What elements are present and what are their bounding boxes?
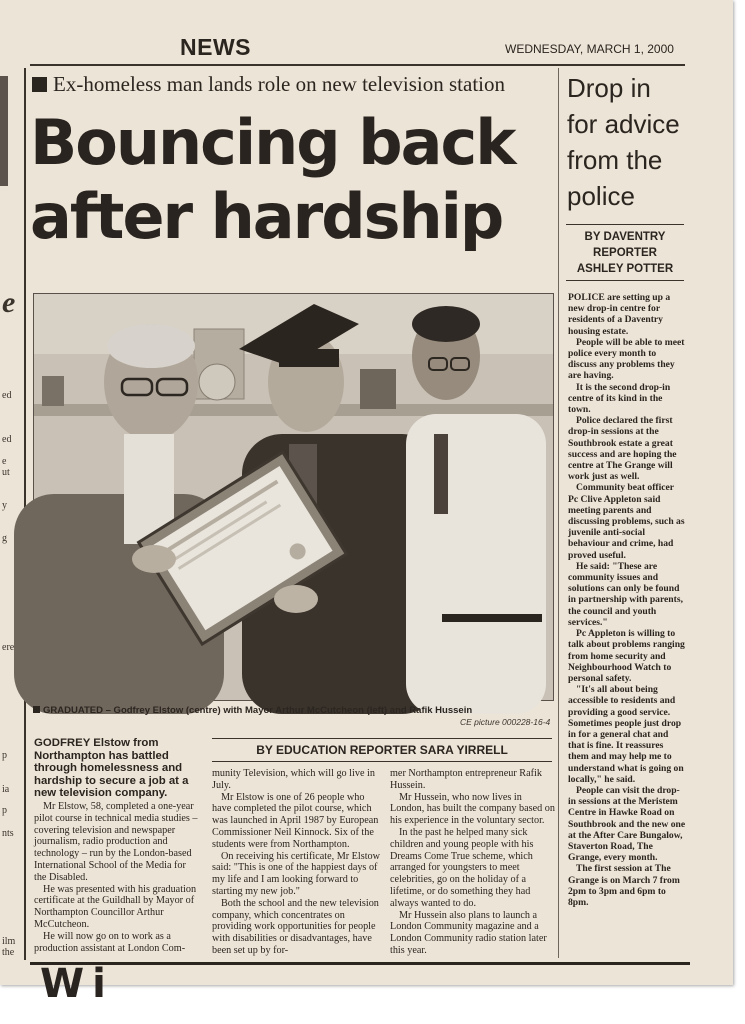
adjacent-text-fragment: ere	[2, 642, 15, 653]
photo-credit: CE picture 000228-16-4	[460, 717, 551, 727]
story-paragraph: munity Television, which will go live in July.	[212, 768, 375, 791]
news-photo	[33, 293, 554, 701]
side-paragraph: People can visit the drop-in sessions at the Meristem Centre in Hawke Road on Southbrook and the new one at the After Care Bungalow, Staverton Road, The Grange, every month.	[568, 784, 686, 864]
photo-caption	[33, 705, 553, 716]
side-byline-line: ASHLEY POTTER	[576, 263, 674, 275]
side-paragraph: Community beat officer Pc Clive Appleton said meeting parents and discussing problems, such as juvenile anti-social behaviour and crime, had proved useful.	[568, 482, 685, 561]
section-masthead: NEWS	[180, 34, 251, 60]
story-column-3	[390, 768, 555, 957]
story-paragraph: Mr Elstow is one of 26 people who have completed the pilot course, which was launched in April 1987 by European Commissioner Neil Kinnock. Six of the students were from Northampton.	[212, 791, 379, 850]
adjacent-text-fragment: ilm	[2, 936, 16, 947]
caption-label: GRADUATED	[43, 705, 103, 716]
story-byline: BY EDUCATION REPORTER SARA YIRRELL	[212, 738, 552, 762]
side-paragraph: People will be able to meet police every month to discuss any problems they are having.	[568, 336, 685, 382]
story-column-2	[212, 768, 380, 957]
story-paragraph: Mr Hussein, who now lives in London, has built the company based on his experience in the voluntary sector.	[390, 791, 555, 827]
story-paragraph: He was presented with his graduation certificate at the Guildhall by Mayor of Northampton Councillor Arthur McCutcheon.	[34, 883, 197, 930]
standfirst: GODFREY Elstow from Northampton has battled through homelessness and hardship to secure a job at a new television company.	[34, 737, 189, 800]
adjacent-text-fragment: ut	[2, 467, 10, 478]
adjacent-text-fragment: e	[2, 456, 7, 467]
kicker-text: Ex-homeless man lands role on new television station	[53, 72, 505, 96]
side-paragraph: He said: "These are community issues and solutions can only be found in partnership with parents, the council and youth services."	[568, 560, 683, 628]
headline-line: Bouncing back	[30, 106, 515, 179]
side-paragraph: Police declared the first drop-in sessions at the Southbrook estate a great success and are hoping the centre at The Grange will work just as well.	[568, 415, 677, 483]
kicker-bullet-icon	[32, 77, 47, 92]
story-paragraph: Mr Hussein also plans to launch a London Community magazine and a London Community radio station later this year.	[390, 909, 547, 956]
caption-bullet-icon	[33, 706, 40, 713]
story-paragraph: On receiving his certificate, Mr Elstow said: "This is one of the happiest days of my life and I am looking forward to starting my new job."	[212, 850, 380, 897]
side-story-headline: Drop in for advice from the police	[567, 73, 680, 211]
adjacent-headline-fragment: e	[2, 286, 16, 319]
headline-line: after hardship	[30, 180, 503, 253]
next-headline-text: Wi	[40, 961, 114, 1007]
story-paragraph: Mr Elstow, 58, completed a one-year pilot course in technical media studies – covering television and newspaper journalism, radio production and technology – run by the London-based International School of the Media for the Disabled.	[34, 800, 198, 883]
next-story-headline-fragment	[40, 961, 680, 1007]
caption-text: – Godfrey Elstow (centre) with Mayor Arthur McCutcheon (left) and Rafik Hussein	[103, 705, 473, 716]
side-story-body	[568, 292, 686, 908]
story-paragraph: He will now go on to work as a production assistant at London Com-	[34, 930, 186, 954]
side-paragraph: "It's all about being accessible to residents and providing a good service. Sometimes people just drop in for a general chat and that is fine. It reassures them and may help me to understand what is going on locally," he said.	[568, 684, 684, 785]
story-paragraph: mer Northampton entrepreneur Rafik Hussein.	[390, 768, 542, 791]
adjacent-text-fragment: ed	[2, 434, 12, 445]
story-kicker	[32, 72, 552, 97]
side-story-byline	[566, 224, 684, 281]
issue-date: WEDNESDAY, MARCH 1, 2000	[505, 42, 674, 56]
adjacent-text-fragment: ed	[2, 390, 12, 401]
adjacent-text-fragment: ia	[2, 784, 10, 795]
news-photo-illustration	[34, 294, 553, 700]
masthead-rule	[30, 64, 685, 66]
column-divider	[558, 68, 559, 958]
side-byline-line: REPORTER	[593, 247, 657, 259]
side-byline-line: BY DAVENTRY	[584, 231, 666, 243]
adjacent-text-fragment: p	[2, 750, 7, 761]
adjacent-text-fragment: g	[2, 533, 7, 544]
side-paragraph: POLICE are setting up a new drop-in centre for residents of a Daventry housing estate.	[568, 292, 671, 337]
side-paragraph: It is the second drop-in centre of its kind in the town.	[568, 381, 671, 416]
adjacent-photo-edge	[0, 76, 8, 186]
adjacent-text-fragment: p	[2, 805, 7, 816]
story-paragraph: Both the school and the new television company, which concentrates on providing work opportunities for people with disabilities or disadvantages, have been set up by for-	[212, 897, 379, 956]
adjacent-text-fragment: nts	[2, 828, 14, 839]
story-paragraph: In the past he helped many sick children and young people with his Dreams Come True scheme, which arranged for youngsters to meet celebrities, go on the holiday of a lifetime, or do something they had always wanted to do.	[390, 826, 534, 909]
adjacent-text-fragment: the	[2, 947, 15, 958]
side-paragraph: Pc Appleton is willing to talk about problems ranging from home security and Neighbourhood Watch to personal safety.	[568, 628, 685, 684]
side-paragraph: The first session at The Grange is on March 7 from 2pm to 3pm and 6pm to 8pm.	[568, 863, 680, 908]
story-column-1	[34, 737, 200, 954]
main-headline	[30, 106, 560, 254]
adjacent-text-fragment: y	[2, 500, 7, 511]
